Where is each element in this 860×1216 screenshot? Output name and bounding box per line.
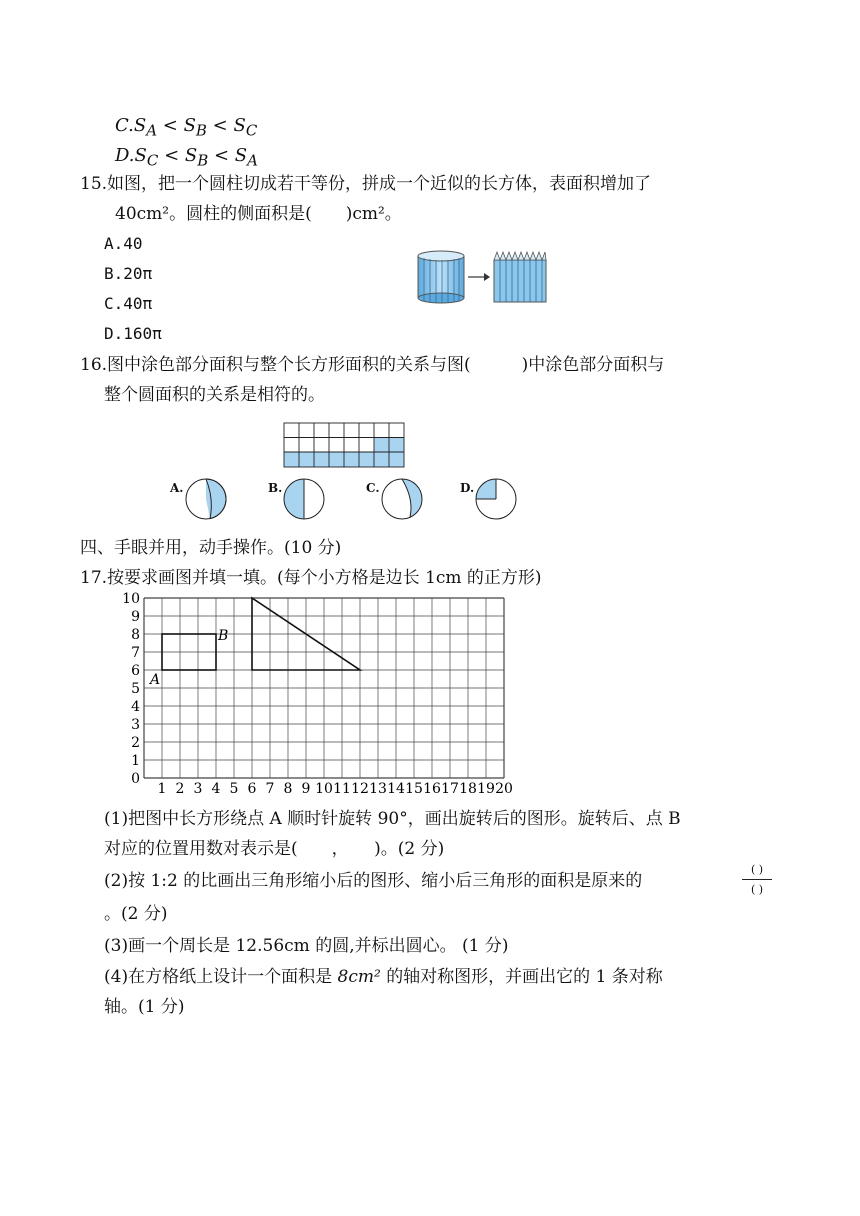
x-tick-label: 7 (265, 781, 275, 797)
x-tick-label: 2 (175, 781, 185, 797)
x-tick-label: 8 (283, 781, 293, 797)
q16-line2: 整个圆面积的关系是相符的。 (104, 385, 325, 405)
x-tick-label: 16 (423, 781, 441, 797)
option-c-prev: $C.S_A < S_B < S_C$ (115, 115, 258, 140)
point-a-label: A (150, 672, 161, 688)
circle-option-a (184, 477, 230, 523)
arrow-icon (468, 273, 490, 281)
x-tick-label: 20 (495, 781, 513, 797)
q16-label-a: A. (170, 481, 184, 495)
x-tick-label: 12 (351, 781, 369, 797)
x-tick-label: 14 (387, 781, 405, 797)
x-tick-label: 5 (229, 781, 239, 797)
y-tick-label: 0 (131, 771, 140, 787)
cuboid-shape (494, 252, 546, 302)
point-b-label: B (218, 628, 229, 644)
x-tick-label: 10 (315, 781, 333, 797)
q15-option-c: C.40π (104, 294, 153, 313)
y-tick-label: 9 (131, 609, 140, 625)
q15-option-d: D.160π (104, 324, 162, 343)
x-tick-label: 4 (211, 781, 221, 797)
y-tick-label: 1 (131, 753, 140, 769)
q17-part1-line2: 对应的位置用数对表示是( ， )。(2 分) (104, 839, 445, 859)
x-tick-label: 19 (477, 781, 495, 797)
q17-part4-line2: 轴。(1 分) (104, 997, 185, 1017)
q17-title: 17.按要求画图并填一填。(每个小方格是边长 1cm 的正方形) (80, 568, 542, 588)
x-tick-label: 11 (333, 781, 351, 797)
q16-label-c: C. (366, 481, 380, 495)
q15-option-b: B.20π (104, 264, 153, 283)
q17-part4-line1 (104, 966, 663, 988)
y-tick-label: 2 (131, 735, 140, 751)
y-tick-label: 7 (131, 645, 140, 661)
fraction-numerator: ( ) (750, 863, 764, 876)
circle-option-b (282, 477, 328, 523)
y-tick-label: 4 (131, 699, 140, 715)
x-tick-label: 13 (369, 781, 387, 797)
circle-option-d (474, 477, 520, 523)
q17-part2-line1: (2)按 1:2 的比画出三角形缩小后的图形、缩小后三角形的面积是原来的 (104, 871, 643, 891)
coordinate-grid (120, 591, 520, 804)
y-tick-label: 5 (131, 681, 140, 697)
x-tick-label: 15 (405, 781, 423, 797)
q17-part4-text-a: (4)在方格纸上设计一个面积是 (104, 967, 333, 987)
cylinder-shape (418, 251, 464, 303)
q15-line2: 40cm²。圆柱的侧面积是( )cm²。 (115, 204, 402, 224)
q15-option-a: A.40 (104, 234, 143, 253)
fraction-denominator: ( ) (750, 883, 764, 896)
section-4-heading: 四、手眼并用，动手操作。(10 分) (80, 538, 342, 558)
x-tick-label: 17 (441, 781, 459, 797)
circle-option-c (380, 477, 426, 523)
q17-part4-text-b: 的轴对称图形，并画出它的 1 条对称 (386, 967, 663, 987)
q16-label-d: D. (460, 481, 475, 495)
q16-line1: 16.图中涂色部分面积与整个长方形面积的关系与图( )中涂色部分面积与 (80, 355, 665, 375)
option-d-prev: $D.S_C < S_B < S_A$ (115, 145, 258, 170)
q17-part2-line2: 。(2 分) (104, 904, 168, 924)
x-tick-label: 6 (247, 781, 257, 797)
y-tick-label: 3 (131, 717, 140, 733)
shaded-rectangle-grid (284, 423, 408, 469)
y-tick-label: 10 (122, 591, 140, 607)
q17-part4-math: 8cm² (337, 967, 381, 987)
q15-line1: 15.如图，把一个圆柱切成若干等份，拼成一个近似的长方体，表面积增加了 (80, 174, 652, 194)
x-tick-label: 1 (157, 781, 167, 797)
q17-part3: (3)画一个周长是 12.56cm 的圆,并标出圆心。 (1 分) (104, 936, 509, 956)
fraction-bar (742, 879, 772, 880)
q17-part1-line1: (1)把图中长方形绕点 A 顺时针旋转 90°，画出旋转后的图形。旋转后、点 B (104, 809, 681, 829)
x-tick-label: 18 (459, 781, 477, 797)
q16-label-b: B. (268, 481, 283, 495)
x-tick-label: 3 (193, 781, 203, 797)
y-tick-label: 6 (131, 663, 140, 679)
y-tick-label: 8 (131, 627, 140, 643)
cylinder-to-cuboid-figure (412, 248, 552, 306)
x-tick-label: 9 (301, 781, 311, 797)
